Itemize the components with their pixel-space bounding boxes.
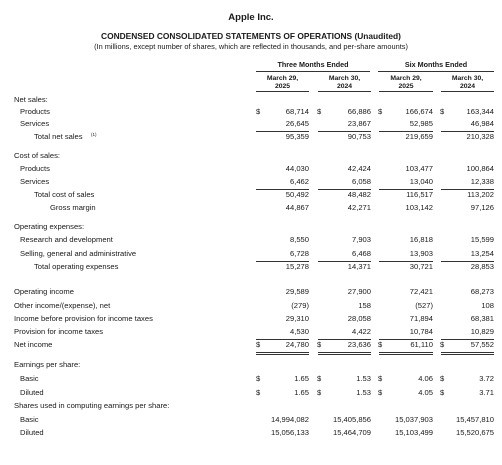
six-months-rule: [378, 71, 494, 72]
value-cell: 28,058: [347, 314, 371, 323]
table-row: [0, 163, 502, 175]
value-cell: 15,457,810: [455, 415, 494, 424]
value-cell: (279): [291, 301, 309, 310]
value-cell: 10,784: [409, 327, 433, 336]
value-cell: 4,530: [289, 327, 309, 336]
value-cell: 6,058: [351, 177, 371, 186]
value-cell: 16,818: [409, 235, 433, 244]
column-header-q2-2024: [318, 75, 371, 91]
footnote-marker: (1): [91, 132, 97, 137]
column-rule: [256, 91, 309, 92]
row-label: Diluted: [20, 428, 44, 437]
value-cell: 61,110: [410, 340, 433, 349]
value-cell: 68,714: [285, 107, 309, 116]
row-label: Operating expenses:: [14, 222, 85, 231]
three-months-rule: [256, 71, 370, 72]
company-name: Apple Inc.: [228, 12, 274, 23]
value-cell: 158: [358, 301, 371, 310]
row-label: Provision for income taxes: [14, 327, 104, 336]
row-label: Selling, general and administrative: [20, 249, 137, 258]
value-cell: 44,030: [285, 164, 309, 173]
value-cell: 7,903: [351, 235, 371, 244]
column-header-q2-2025: [256, 75, 309, 91]
value-cell: 13,903: [409, 249, 433, 258]
table-row: [0, 248, 502, 260]
row-label: Total cost of sales: [34, 190, 95, 199]
value-cell: 71,894: [409, 314, 433, 323]
value-cell: 42,271: [347, 203, 371, 212]
table-row: [0, 286, 502, 298]
value-cell: 52,985: [409, 119, 433, 128]
value-cell: 3.71: [479, 388, 494, 397]
value-cell: 14,371: [347, 262, 371, 271]
currency-symbol: $: [317, 340, 322, 349]
column-header-h1-2025: [379, 75, 433, 91]
table-row: [0, 387, 502, 399]
row-label: Products: [20, 164, 50, 173]
column-date: March 30,: [328, 75, 361, 82]
table-row: [0, 427, 502, 439]
row-label: Basic: [20, 415, 39, 424]
value-cell: 29,589: [285, 287, 309, 296]
value-cell: 108: [481, 301, 494, 310]
subtotal-rule: [318, 354, 371, 355]
value-cell: 4.05: [418, 388, 433, 397]
table-row: [0, 202, 502, 214]
value-cell: 10,829: [470, 327, 494, 336]
value-cell: 29,310: [285, 314, 309, 323]
value-cell: 68,273: [470, 287, 494, 296]
value-cell: 113,202: [467, 190, 494, 199]
value-cell: 166,674: [405, 107, 433, 116]
currency-symbol: $: [440, 374, 445, 383]
row-label: Research and development: [20, 235, 113, 244]
value-cell: 42,424: [347, 164, 371, 173]
table-row: [0, 359, 502, 371]
subtotal-rule: [318, 352, 371, 353]
column-date: March 30,: [451, 75, 484, 82]
value-cell: 6,468: [351, 249, 371, 258]
table-row: [0, 400, 502, 412]
value-cell: 30,721: [409, 262, 433, 271]
subtotal-rule: [379, 352, 433, 353]
three-months-header: Three Months Ended: [277, 60, 349, 69]
value-cell: 210,328: [466, 132, 494, 141]
currency-symbol: $: [256, 374, 261, 383]
value-cell: 48,482: [347, 190, 371, 199]
column-rule: [441, 91, 494, 92]
row-label: Net income: [14, 340, 53, 349]
row-label: Diluted: [20, 388, 44, 397]
currency-symbol: $: [256, 388, 261, 397]
value-cell: 15,520,675: [455, 428, 494, 437]
row-label: Other income/(expense), net: [14, 301, 111, 310]
value-cell: 1.65: [294, 374, 309, 383]
table-row: [0, 150, 502, 162]
row-label: Services: [20, 119, 50, 128]
value-cell: 27,900: [347, 287, 371, 296]
row-label: Total net sales: [34, 132, 83, 141]
subtotal-rule: [441, 352, 494, 353]
value-cell: 1.53: [356, 388, 371, 397]
table-row: [0, 373, 502, 385]
value-cell: 4.06: [418, 374, 433, 383]
row-label: Basic: [20, 374, 39, 383]
table-row: [0, 131, 502, 143]
value-cell: 15,056,133: [270, 428, 309, 437]
statement-subtitle: (In millions, except number of shares, which are reflected in thousands, and per-share amounts): [94, 42, 408, 51]
value-cell: 26,645: [285, 119, 309, 128]
column-year: 2025: [274, 83, 291, 90]
value-cell: 12,338: [470, 177, 494, 186]
value-cell: 219,659: [405, 132, 433, 141]
table-row: [0, 414, 502, 426]
table-row: [0, 94, 502, 106]
value-cell: 46,984: [470, 119, 494, 128]
row-label: Gross margin: [50, 203, 96, 212]
currency-symbol: $: [378, 340, 383, 349]
table-row: [0, 106, 502, 118]
currency-symbol: $: [378, 388, 383, 397]
row-label: Cost of sales:: [14, 151, 61, 160]
subtotal-rule: [441, 354, 494, 355]
currency-symbol: $: [317, 107, 322, 116]
value-cell: 15,037,903: [394, 415, 433, 424]
table-row: [0, 326, 502, 338]
table-row: [0, 234, 502, 246]
row-label: Net sales:: [14, 95, 48, 104]
table-row: [0, 261, 502, 273]
column-year: 2024: [459, 83, 476, 90]
value-cell: 95,359: [285, 132, 309, 141]
value-cell: 50,492: [285, 190, 309, 199]
value-cell: 15,405,856: [332, 415, 371, 424]
table-row: [0, 221, 502, 233]
column-rule: [379, 91, 433, 92]
six-months-header: Six Months Ended: [404, 60, 468, 69]
row-label: Earnings per share:: [14, 360, 81, 369]
value-cell: 57,552: [470, 340, 494, 349]
row-label: Products: [20, 107, 50, 116]
value-cell: 13,040: [409, 177, 433, 186]
column-header-h1-2024: [441, 75, 494, 91]
value-cell: 13,254: [470, 249, 494, 258]
currency-symbol: $: [317, 374, 322, 383]
value-cell: 28,853: [470, 262, 494, 271]
value-cell: 6,462: [289, 177, 309, 186]
value-cell: 1.53: [356, 374, 371, 383]
value-cell: 44,867: [285, 203, 309, 212]
value-cell: 15,103,499: [394, 428, 433, 437]
currency-symbol: $: [378, 374, 383, 383]
row-label: Total operating expenses: [34, 262, 119, 271]
column-year: 2024: [336, 83, 353, 90]
value-cell: 103,142: [405, 203, 433, 212]
currency-symbol: $: [440, 388, 445, 397]
value-cell: 72,421: [409, 287, 433, 296]
currency-symbol: $: [440, 107, 445, 116]
table-row: [0, 313, 502, 325]
column-date: March 29,: [390, 75, 422, 82]
value-cell: 6,728: [289, 249, 309, 258]
column-rule: [318, 91, 371, 92]
value-cell: 97,126: [470, 203, 494, 212]
value-cell: 66,886: [347, 107, 371, 116]
value-cell: 15,464,709: [332, 428, 371, 437]
table-row: [0, 176, 502, 188]
value-cell: 1.65: [294, 388, 309, 397]
value-cell: 68,381: [470, 314, 494, 323]
value-cell: 103,477: [405, 164, 433, 173]
currency-symbol: $: [378, 107, 383, 116]
value-cell: (527): [415, 301, 433, 310]
column-date: March 29,: [266, 75, 299, 82]
value-cell: 8,550: [289, 235, 309, 244]
value-cell: 90,753: [347, 132, 371, 141]
column-year: 2025: [398, 83, 414, 90]
value-cell: 23,636: [347, 340, 371, 349]
table-row: [0, 300, 502, 312]
currency-symbol: $: [317, 388, 322, 397]
subtotal-rule: [379, 354, 433, 355]
value-cell: 116,517: [406, 190, 433, 199]
currency-symbol: $: [440, 340, 445, 349]
value-cell: 24,780: [285, 340, 309, 349]
table-row: [0, 339, 502, 351]
value-cell: 14,994,082: [270, 415, 309, 424]
row-label: Income before provision for income taxes: [14, 314, 153, 323]
currency-symbol: $: [256, 340, 261, 349]
row-label: Shares used in computing earnings per share:: [14, 401, 170, 410]
statement-title: CONDENSED CONSOLIDATED STATEMENTS OF OPERATIONS (Unaudited): [101, 31, 401, 41]
row-label: Services: [20, 177, 50, 186]
value-cell: 23,867: [347, 119, 371, 128]
table-row: [0, 189, 502, 201]
subtotal-rule: [256, 352, 309, 353]
row-label: Operating income: [14, 287, 74, 296]
value-cell: 4,422: [351, 327, 371, 336]
table-row: [0, 118, 502, 130]
value-cell: 15,599: [470, 235, 494, 244]
value-cell: 15,278: [285, 262, 309, 271]
value-cell: 163,344: [466, 107, 494, 116]
value-cell: 100,864: [466, 164, 494, 173]
subtotal-rule: [256, 354, 309, 355]
value-cell: 3.72: [479, 374, 494, 383]
currency-symbol: $: [256, 107, 261, 116]
